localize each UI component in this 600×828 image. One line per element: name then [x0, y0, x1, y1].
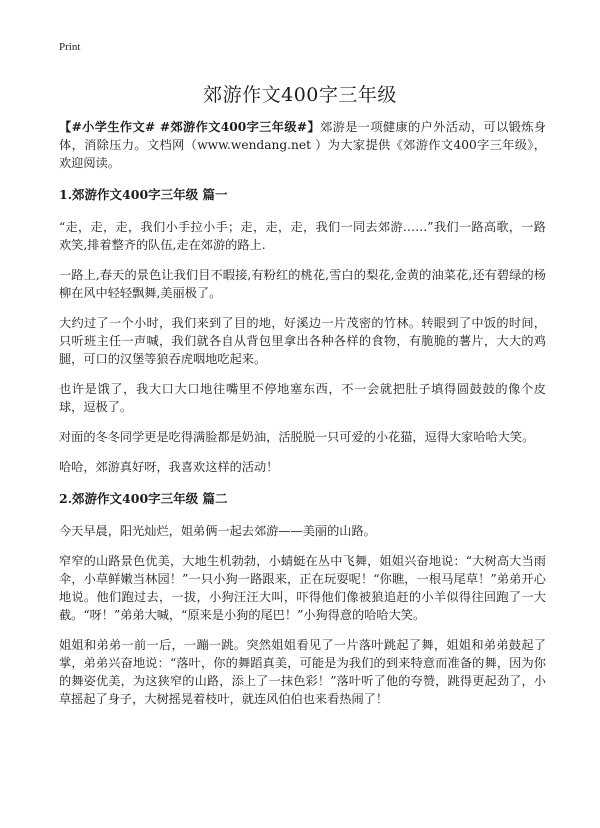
intro-paragraph: [59, 118, 546, 172]
intro-tags: 【#小学生作文# #郊游作文400字三年级#】: [59, 120, 321, 134]
paragraph: 窄窄的山路景色优美，大地生机勃勃，小蜻蜓在丛中飞舞，姐姐兴奋地说：“大树高大当雨伞，小草鲜嫩当林园！”一只小狗一路跟来，正在玩耍呢！“你瞧，一根马尾草！”弟弟开心地说。他们跑过去，一拔，小狗汪汪大叫，吓得他们像被狼追赶的小羊似得往回跑了一大截。“呀！”弟弟大喊，“原来是小狗的尾巴！”小狗得意的哈哈大笑。: [59, 554, 546, 622]
section-heading: 2.郊游作文400字三年级 篇二: [59, 491, 228, 506]
section-heading: 1.郊游作文400字三年级 篇一: [59, 187, 228, 202]
paragraph: 姐姐和弟弟一前一后，一蹦一跳。突然姐姐看见了一片落叶跳起了舞，姐姐和弟弟鼓起了掌，弟弟兴奋地说：“落叶，你的舞蹈真美，可能是为我们的到来特意而准备的舞，因为你的舞姿优美，为这狭窄的山路，添上了一抹色彩！”落叶听了他的夸赞，跳得更起劲了，小草摇起了身子，大树摇晃着枝叶，就连风伯伯也来看热闹了！: [59, 638, 546, 706]
paragraph: “走，走，走，我们小手拉小手；走，走，走，我们一同去郊游……”我们一路高歌，一路欢笑,排着整齐的队伍,走在郊游的路上.: [59, 220, 546, 252]
paragraph: 大约过了一个小时，我们来到了目的地，好溪边一片茂密的竹林。转眼到了中饭的时间，只听班主任一声喊，我们就各自从背包里拿出各种各样的食物，有脆脆的薯片，大大的鸡腿，可口的汉堡等狼吞虎咽地吃起来。: [59, 316, 546, 366]
paragraph: 哈哈，郊游真好呀，我喜欢这样的活动！: [59, 460, 279, 474]
paragraph: 今天早晨，阳光灿烂，姐弟俩一起去郊游——美丽的山路。: [59, 524, 376, 538]
intro-text: 郊游是一项健康的户外活动，可以锻炼身体，消除压力。文档网（www.wendang.net ）为大家提供《郊游作文400字三年级》，欢迎阅读。: [59, 120, 546, 170]
print-label: Print: [59, 41, 81, 53]
paragraph: 对面的冬冬同学更是吃得满脸都是奶油，活脱脱一只可爱的小花猫，逗得大家哈哈大笑。: [59, 430, 535, 444]
article-body: [59, 118, 546, 720]
paragraph: 一路上,春天的景色让我们目不暇接,有粉红的桃花,雪白的梨花,金黄的油菜花,还有碧绿的杨柳在风中轻轻飘舞,美丽极了。: [59, 268, 546, 300]
page-title: 郊游作文400字三年级: [203, 84, 397, 106]
paragraph: 也许是饿了，我大口大口地往嘴里不停地塞东西，不一会就把肚子填得圆鼓鼓的像个皮球，逗极了。: [59, 382, 546, 414]
